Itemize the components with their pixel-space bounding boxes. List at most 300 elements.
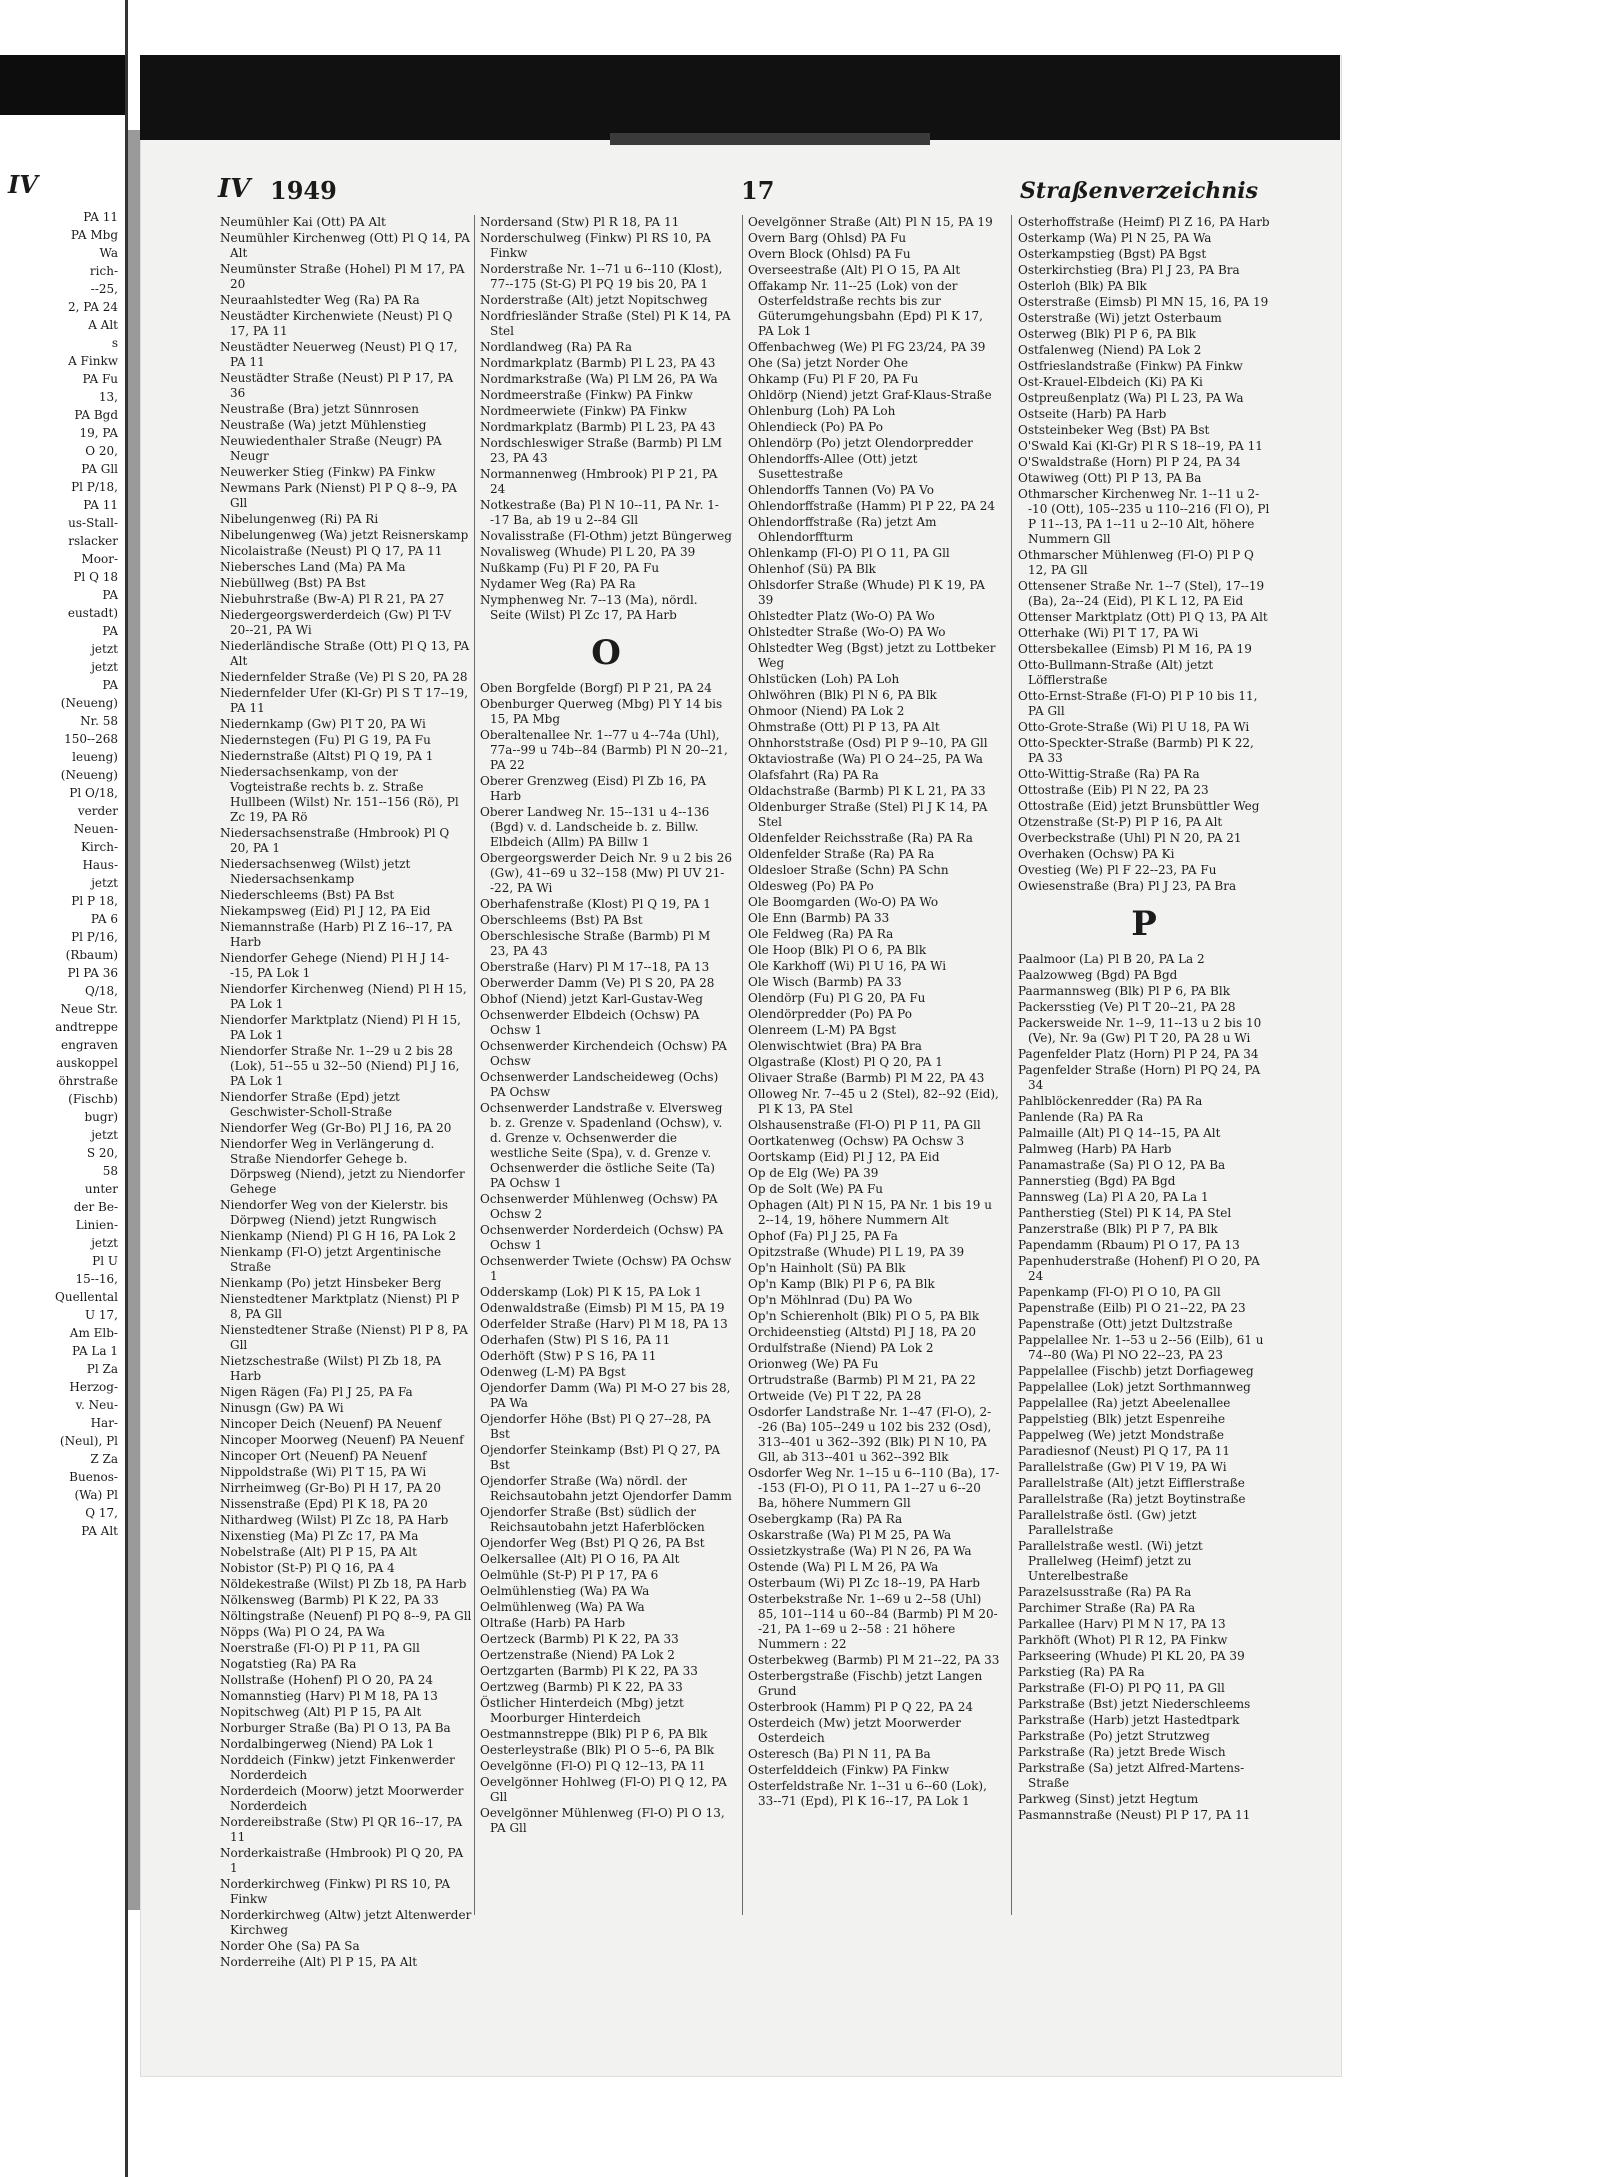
previous-page-fragment: PA [102,678,118,692]
street-entry: Olloweg Nr. 7--45 u 2 (Stel), 82--92 (Eid), Pl K 13, PA Stel [748,1087,999,1116]
street-entry: Nöpps (Wa) Pl O 24, PA Wa [220,1625,385,1639]
scan-edge-shadow [0,55,125,115]
section-letter: O [591,633,621,673]
previous-page-fragment: s [111,336,118,350]
street-entry: Niedersachsenkamp, von der Vogteistraße rechts b. z. Straße Hullbeen (Wilst) Nr. 151--156 (Rö), Pl Zc 19, PA Rö [220,765,459,824]
street-entry: Orionweg (We) PA Fu [748,1357,879,1371]
previous-page-fragment: PA Gll [81,462,118,476]
street-entry: Paarmannsweg (Blk) Pl P 6, PA Blk [1018,984,1230,998]
street-entry: Nigen Rägen (Fa) Pl J 25, PA Fa [220,1385,413,1399]
previous-page-fragment: 150--268 [64,732,118,746]
street-entry: Ole Karkhoff (Wi) Pl U 16, PA Wi [748,959,947,973]
previous-page-fragment: Linien- [75,1218,118,1232]
street-entry: Neustraße (Wa) jetzt Mühlenstieg [220,418,427,432]
street-entry: Nincoper Deich (Neuenf) PA Neuenf [220,1417,442,1431]
street-entry: Oberschleems (Bst) PA Bst [480,913,643,927]
street-entry: Nobistor (St-P) Pl Q 16, PA 4 [220,1561,395,1575]
street-entry: Nienkamp (Fl-O) jetzt Argentinische Straße [220,1245,442,1274]
street-entry: Parkseering (Whude) Pl KL 20, PA 39 [1018,1649,1245,1663]
street-entry: Otto-Grote-Straße (Wi) Pl U 18, PA Wi [1018,720,1250,734]
street-entry: Oelmühlenweg (Wa) PA Wa [480,1600,645,1614]
street-entry: O'Swaldstraße (Horn) Pl P 24, PA 34 [1018,455,1241,469]
previous-page-strip [0,0,128,2177]
street-entry: Oberaltenallee Nr. 1--77 u 4--74a (Uhl), 77a--99 u 74b--84 (Barmb) Pl N 20--21, PA 22 [480,728,728,772]
street-entry: Nordmeerstraße (Finkw) PA Finkw [480,388,693,402]
street-entry: Parallelstraße (Ra) jetzt Boytinstraße [1018,1492,1246,1506]
street-entry: Papenkamp (Fl-O) Pl O 10, PA Gll [1018,1285,1221,1299]
street-entry: Ohlstedter Platz (Wo-O) PA Wo [748,609,935,623]
street-entry: Oldesweg (Po) PA Po [748,879,874,893]
street-entry: Panamastraße (Sa) Pl O 12, PA Ba [1018,1158,1226,1172]
street-entry: Nithardweg (Wilst) Pl Zc 18, PA Harb [220,1513,449,1527]
previous-page-fragment: O 20, [85,444,118,458]
street-entry: Otto-Wittig-Straße (Ra) PA Ra [1018,767,1200,781]
street-entry: Nordereibstraße (Stw) Pl QR 16--17, PA 11 [220,1815,463,1844]
street-entry: Nordmarkplatz (Barmb) Pl L 23, PA 43 [480,356,716,370]
street-entry: Parkstraße (Sa) jetzt Alfred-Martens-Straße [1018,1761,1245,1790]
column-rule [742,215,743,1915]
street-entry: Niendorfer Straße (Epd) jetzt Geschwister-Scholl-Straße [220,1090,400,1119]
previous-page-fragment: Z Za [90,1452,118,1466]
previous-page-fragment: PA Alt [81,1524,118,1538]
street-entry: Olendörpredder (Po) PA Po [748,1007,912,1021]
previous-page-fragment: Pl PA 36 [67,966,118,980]
previous-page-fragment: PA 6 [90,912,118,926]
street-entry: Ostseite (Harb) PA Harb [1018,407,1167,421]
street-entry: Ohlendörp (Po) jetzt Olendorpredder [748,436,973,450]
street-entry: Odenwaldstraße (Eimsb) Pl M 15, PA 19 [480,1301,725,1315]
street-entry: Ohlwöhren (Blk) Pl N 6, PA Blk [748,688,937,702]
street-entry: Otawiweg (Ott) Pl P 13, PA Ba [1018,471,1202,485]
street-entry: Oberer Grenzweg (Eisd) Pl Zb 16, PA Harb [480,774,707,803]
street-entry: Ninusgn (Gw) PA Wi [220,1401,344,1415]
street-entry: Op'n Kamp (Blk) Pl P 6, PA Blk [748,1277,935,1291]
street-entry: Oevelgönner Mühlenweg (Fl-O) Pl O 13, PA Gll [480,1806,725,1835]
street-entry: Ophof (Fa) Pl J 25, PA Fa [748,1229,898,1243]
street-entry: Obergeorgswerder Deich Nr. 9 u 2 bis 26 (Gw), 41--69 u 32--158 (Mw) Pl UV 21--22, PA Wi [480,851,732,895]
street-entry: Ochsenwerder Elbdeich (Ochsw) PA Ochsw 1 [480,1008,700,1037]
street-entry: Nydamer Weg (Ra) PA Ra [480,577,636,591]
previous-page-fragment: Neuen- [73,822,118,836]
street-entry: Op'n Schierenholt (Blk) Pl O 5, PA Blk [748,1309,980,1323]
street-entry: Osterbekweg (Barmb) Pl M 21--22, PA 33 [748,1653,1000,1667]
street-entry: Ohlenkamp (Fl-O) Pl O 11, PA Gll [748,546,950,560]
street-entry: Oelmühlenstieg (Wa) PA Wa [480,1584,650,1598]
street-entry: Ochsenwerder Landstraße v. Elversweg b. z. Grenze v. Spadenland (Ochsw), v. d. Grenze v. Ochsenwerder die westliche Seite (Spa), v. d. Grenze v. Ochsenwerder die östliche Seite (Ta) PA Ochsw 1 [480,1101,723,1190]
street-entry: Oberer Landweg Nr. 15--131 u 4--136 (Bgd) v. d. Landscheide b. z. Billw. Elbdeich (Allm) PA Billw 1 [480,805,710,849]
street-entry: Parkhöft (Whot) Pl R 12, PA Finkw [1018,1633,1228,1647]
street-entry: Nienstedtener Marktplatz (Nienst) Pl P 8, PA Gll [220,1292,460,1321]
street-entry: Opitzstraße (Whude) Pl L 19, PA 39 [748,1245,965,1259]
street-entry: Ottenser Marktplatz (Ott) Pl Q 13, PA Alt [1018,610,1268,624]
street-entry: Olafsfahrt (Ra) PA Ra [748,768,879,782]
street-entry: Ohe (Sa) jetzt Norder Ohe [748,356,909,370]
street-entry: Ostende (Wa) Pl L M 26, PA Wa [748,1560,939,1574]
street-entry: Parallelstraße (Alt) jetzt Eifflerstraße [1018,1476,1245,1490]
street-entry: Ochsenwerder Mühlenweg (Ochsw) PA Ochsw 2 [480,1192,718,1221]
previous-page-fragment: Pl Za [86,1362,118,1376]
street-entry: Nippoldstraße (Wi) Pl T 15, PA Wi [220,1465,427,1479]
previous-page-fragment: PA Fu [82,372,118,386]
street-entry: Paalzowweg (Bgd) PA Bgd [1018,968,1178,982]
street-entry: Norder Ohe (Sa) PA Sa [220,1939,360,1953]
street-entry: Norddeich (Finkw) jetzt Finkenwerder Norderdeich [220,1753,455,1782]
street-entry: Odderskamp (Lok) Pl K 15, PA Lok 1 [480,1285,702,1299]
street-entry: Op'n Hainholt (Sü) PA Blk [748,1261,906,1275]
street-entry: Nöltingstraße (Neuenf) Pl PQ 8--9, PA Gll [220,1609,472,1623]
street-entry: Panlende (Ra) PA Ra [1018,1110,1144,1124]
previous-page-fragment: auskoppel [56,1056,118,1070]
previous-page-fragment: us-Stall- [68,516,118,530]
street-entry: Nußkamp (Fu) Pl F 20, PA Fu [480,561,660,575]
previous-page-fragment: eustadt) [67,606,118,620]
street-entry: Ochsenwerder Twiete (Ochsw) PA Ochsw 1 [480,1254,732,1283]
street-entry: Ohlendorffstraße (Hamm) Pl P 22, PA 24 [748,499,995,513]
street-entry: Niendorfer Weg von der Kielerstr. bis Dörpweg (Niend) jetzt Rungwisch [220,1198,449,1227]
street-entry: Palmweg (Harb) PA Harb [1018,1142,1172,1156]
street-entry: Neustädter Kirchenwiete (Neust) Pl Q 17, PA 11 [220,309,453,338]
street-entry: Oldachstraße (Barmb) Pl K L 21, PA 33 [748,784,986,798]
street-entry: Paradiesnof (Neust) Pl Q 17, PA 11 [1018,1444,1231,1458]
previous-page-fragment: (Neul), Pl [59,1434,118,1448]
street-entry: Oderhafen (Stw) Pl S 16, PA 11 [480,1333,671,1347]
street-entry: Osterkirchstieg (Bra) Pl J 23, PA Bra [1018,263,1240,277]
previous-page-fragment: Wa [99,246,118,260]
street-entry: Novalisstraße (Fl-Othm) jetzt Büngerweg [480,529,732,543]
street-entry: Nomannstieg (Harv) Pl M 18, PA 13 [220,1689,438,1703]
street-entry: Oevelgönner Hohlweg (Fl-O) Pl Q 12, PA Gll [480,1775,727,1804]
street-entry: Pappelallee (Ra) jetzt Abeelenallee [1018,1396,1231,1410]
book-gutter [128,130,140,1910]
street-entry: Parazelsusstraße (Ra) PA Ra [1018,1585,1192,1599]
street-entry: Parkweg (Sinst) jetzt Hegtum [1018,1792,1199,1806]
street-entry: Nordalbingerweg (Niend) PA Lok 1 [220,1737,435,1751]
street-entry: Ohnhorststraße (Osd) Pl P 9--10, PA Gll [748,736,988,750]
street-column-1 [220,215,472,1969]
street-entry: Pappelallee (Lok) jetzt Sorthmannweg [1018,1380,1251,1394]
previous-page-fragment: PA 11 [83,210,118,224]
previous-page-fragment: (Rbaum) [65,948,118,962]
street-entry: Parkallee (Harv) Pl M N 17, PA 13 [1018,1617,1226,1631]
previous-page-fragment: A Finkw [68,354,118,368]
street-entry: Nincoper Moorweg (Neuenf) PA Neuenf [220,1433,464,1447]
year: 1949 [270,176,337,205]
previous-page-fragment: Herzog- [69,1380,118,1394]
street-entry: Paalmoor (La) Pl B 20, PA La 2 [1018,952,1205,966]
previous-page-header: IV [8,170,38,199]
section-title: Straßenverzeichnis [1020,178,1258,204]
previous-page-fragment: unter [84,1182,118,1196]
street-entry: Pappelstieg (Blk) jetzt Espenreihe [1018,1412,1226,1426]
street-entry: Ottostraße (Eid) jetzt Brunsbüttler Weg [1018,799,1260,813]
street-entry: Newmans Park (Nienst) Pl P Q 8--9, PA Gll [220,481,457,510]
street-entry: Nordersand (Stw) Pl R 18, PA 11 [480,215,680,229]
section-letter: P [1131,904,1157,944]
previous-page-fragment: jetzt [91,876,118,890]
street-entry: Oertzweg (Barmb) Pl K 22, PA 33 [480,1680,683,1694]
street-entry: Op'n Möhlnrad (Du) PA Wo [748,1293,913,1307]
street-entry: Parkstraße (Po) jetzt Strutzweg [1018,1729,1210,1743]
street-entry: Nordfriesländer Straße (Stel) Pl K 14, PA Stel [480,309,731,338]
street-entry: Niebuhrstraße (Bw-A) Pl R 21, PA 27 [220,592,445,606]
street-entry: Oderfelder Straße (Harv) Pl M 18, PA 13 [480,1317,728,1331]
street-entry: Osdorfer Weg Nr. 1--15 u 6--110 (Ba), 17--153 (Fl-O), Pl O 11, PA 1--27 u 6--20 Ba, höhere Nummern Gll [748,1466,1000,1510]
street-entry: Norderstraße Nr. 1--71 u 6--110 (Klost), 77--175 (St-G) Pl PQ 19 bis 20, PA 1 [480,262,723,291]
street-entry: Overn Barg (Ohlsd) PA Fu [748,231,907,245]
street-entry: Ojendorfer Straße (Bst) südlich der Reichsautobahn jetzt Haferblöcken [480,1505,705,1534]
previous-page-fragment: PA 11 [83,498,118,512]
previous-page-fragment: Neue Str. [60,1002,118,1016]
street-entry: Ohlenhof (Sü) PA Blk [748,562,876,576]
street-entry: Pannsweg (La) Pl A 20, PA La 1 [1018,1190,1209,1204]
street-entry: Oberstraße (Harv) Pl M 17--18, PA 13 [480,960,710,974]
street-entry: Ortweide (Ve) Pl T 22, PA 28 [748,1389,922,1403]
street-entry: Ostpreußenplatz (Wa) Pl L 23, PA Wa [1018,391,1244,405]
street-entry: Osterbekstraße Nr. 1--69 u 2--58 (Uhl) 85, 101--114 u 60--84 (Barmb) Pl M 20--21, PA 1--69 u 2--58 : 21 höhere Nummern : 22 [748,1592,998,1651]
street-entry: Otterhake (Wi) Pl T 17, PA Wi [1018,626,1199,640]
street-entry: Norderreihe (Alt) Pl P 15, PA Alt [220,1955,418,1969]
street-entry: Pantherstieg (Stel) Pl K 14, PA Stel [1018,1206,1232,1220]
street-entry: Ostfalenweg (Niend) PA Lok 2 [1018,343,1202,357]
previous-page-fragment: Pl P/16, [71,930,118,944]
street-entry: Neuwiedenthaler Straße (Neugr) PA Neugr [220,434,442,463]
street-entry: Oelkersallee (Alt) Pl O 16, PA Alt [480,1552,680,1566]
street-entry: Papenstraße (Eilb) Pl O 21--22, PA 23 [1018,1301,1246,1315]
street-entry: Ojendorfer Steinkamp (Bst) Pl Q 27, PA Bst [480,1443,721,1472]
street-entry: Normannenweg (Hmbrook) Pl P 21, PA 24 [480,467,718,496]
street-entry: Olshausenstraße (Fl-O) Pl P 11, PA Gll [748,1118,981,1132]
previous-page-fragment: Kirch- [80,840,118,854]
street-entry: Niedernstegen (Fu) Pl G 19, PA Fu [220,733,431,747]
previous-page-fragment: Pl P/18, [71,480,118,494]
street-entry: Niedernfelder Straße (Ve) Pl S 20, PA 28 [220,670,468,684]
street-entry: Olgastraße (Klost) Pl Q 20, PA 1 [748,1055,943,1069]
volume-roman-numeral: IV [218,174,251,204]
street-entry: Ole Boomgarden (Wo-O) PA Wo [748,895,939,909]
street-entry: Parallelstraße westl. (Wi) jetzt Prallelweg (Heimf) jetzt zu Unterelbestraße [1018,1539,1203,1583]
street-entry: Oestmannstreppe (Blk) Pl P 6, PA Blk [480,1727,708,1741]
street-entry: Parkstieg (Ra) PA Ra [1018,1665,1145,1679]
street-entry: Palmaille (Alt) Pl Q 14--15, PA Alt [1018,1126,1221,1140]
street-entry: Ohmoor (Niend) PA Lok 2 [748,704,905,718]
street-entry: Obhof (Niend) jetzt Karl-Gustav-Weg [480,992,703,1006]
previous-page-fragment: jetzt [91,660,118,674]
street-entry: Ohlstedter Weg (Bgst) jetzt zu Lottbeker Weg [748,641,996,670]
street-entry: Nibelungenweg (Ri) PA Ri [220,512,379,526]
street-entry: Norburger Straße (Ba) Pl O 13, PA Ba [220,1721,451,1735]
previous-page-fragment: (Fischb) [68,1092,118,1106]
street-entry: Oldenfelder Straße (Ra) PA Ra [748,847,935,861]
street-entry: Novalisweg (Whude) Pl L 20, PA 39 [480,545,696,559]
street-entry: Oldenfelder Reichsstraße (Ra) PA Ra [748,831,973,845]
street-entry: Pagenfelder Platz (Horn) Pl P 24, PA 34 [1018,1047,1259,1061]
street-entry: Osterfelddeich (Finkw) PA Finkw [748,1763,950,1777]
previous-page-fragment: PA Mbg [70,228,118,242]
street-entry: Niebersches Land (Ma) PA Ma [220,560,406,574]
street-entry: Niedergeorgswerderdeich (Gw) Pl T-V 20--21, PA Wi [220,608,452,637]
street-entry: Offenbachweg (We) Pl FG 23/24, PA 39 [748,340,986,354]
street-entry: Ohlendieck (Po) PA Po [748,420,883,434]
street-column-3 [748,215,1000,1915]
street-entry: Neuwerker Stieg (Finkw) PA Finkw [220,465,436,479]
street-entry: Op de Solt (We) PA Fu [748,1182,883,1196]
street-entry: Panzerstraße (Blk) Pl P 7, PA Blk [1018,1222,1218,1236]
street-entry: Nölkensweg (Barmb) Pl K 22, PA 33 [220,1593,439,1607]
street-entry: Ottostraße (Eib) Pl N 22, PA 23 [1018,783,1209,797]
street-entry: Op de Elg (We) PA 39 [748,1166,879,1180]
column-rule [474,215,475,1915]
street-entry: Nordmarkstraße (Wa) Pl LM 26, PA Wa [480,372,718,386]
street-entry: Pappelallee Nr. 1--53 u 2--56 (Eilb), 61 u 74--80 (Wa) Pl NO 22--23, PA 23 [1018,1333,1264,1362]
scan-smudge [610,133,930,145]
street-entry: Niendorfer Weg in Verlängerung d. Straße Niendorfer Gehege b. Dörpsweg (Niend), jetzt zu Niendorfer Gehege [220,1137,465,1196]
street-entry: Othmarscher Mühlenweg (Fl-O) Pl P Q 12, PA Gll [1018,548,1254,577]
previous-page-fragment: öhrstraße [58,1074,118,1088]
previous-page-fragment: (Wa) Pl [74,1488,118,1502]
street-entry: Osterdeich (Mw) jetzt Moorwerder Osterdeich [748,1716,961,1745]
street-entry: Orchideenstieg (Altstd) Pl J 18, PA 20 [748,1325,977,1339]
street-entry: Oortskamp (Eid) Pl J 12, PA Eid [748,1150,940,1164]
street-entry: Niederschleems (Bst) PA Bst [220,888,395,902]
street-entry: Olivaer Straße (Barmb) Pl M 22, PA 43 [748,1071,985,1085]
street-entry: Nobelstraße (Alt) Pl P 15, PA Alt [220,1545,417,1559]
previous-page-fragment: PA La 1 [71,1344,118,1358]
street-entry: Nienkamp (Niend) Pl G H 16, PA Lok 2 [220,1229,457,1243]
previous-page-fragment: Har- [90,1416,118,1430]
previous-page-fragment: Pl U [92,1254,118,1268]
street-entry: Nopitschweg (Alt) Pl P 15, PA Alt [220,1705,422,1719]
previous-page-fragment: leueng) [72,750,118,764]
street-entry: Ole Hoop (Blk) Pl O 6, PA Blk [748,943,927,957]
street-entry: Niemannstraße (Harb) Pl Z 16--17, PA Harb [220,920,453,949]
street-entry: Pappelweg (We) jetzt Mondstraße [1018,1428,1225,1442]
street-entry: Osterweg (Blk) Pl P 6, PA Blk [1018,327,1196,341]
street-entry: Ohlendorffs Tannen (Vo) PA Vo [748,483,934,497]
street-entry: Nordmeerwiete (Finkw) PA Finkw [480,404,687,418]
street-entry: Parkstraße (Harb) jetzt Hastedtpark [1018,1713,1240,1727]
street-entry: Parallelstraße (Gw) Pl V 19, PA Wi [1018,1460,1227,1474]
street-entry: Otto-Speckter-Straße (Barmb) Pl K 22, PA 33 [1018,736,1254,765]
street-entry: Niebüllweg (Bst) PA Bst [220,576,366,590]
street-entry: Niedernfelder Ufer (Kl-Gr) Pl S T 17--19, PA 11 [220,686,469,715]
street-entry: Oesterleystraße (Blk) Pl O 5--6, PA Blk [480,1743,715,1757]
street-entry: Oevelgönne (Fl-O) Pl Q 12--13, PA 11 [480,1759,706,1773]
street-entry: Ovestieg (We) Pl F 22--23, PA Fu [1018,863,1217,877]
street-entry: Norderkirchweg (Finkw) Pl RS 10, PA Finkw [220,1877,451,1906]
previous-page-fragment: PA [102,624,118,638]
previous-page-fragment: 58 [102,1164,118,1178]
previous-page-fragment: --25, [90,282,118,296]
street-entry: Oldenburger Straße (Stel) Pl J K 14, PA Stel [748,800,988,829]
street-entry: Osterfeldstraße Nr. 1--31 u 6--60 (Lok), 33--71 (Epd), Pl K 16--17, PA Lok 1 [748,1779,987,1808]
previous-page-fragment: PA [102,588,118,602]
street-entry: Nibelungenweg (Wa) jetzt Reisnerskamp [220,528,469,542]
street-entry: Norderkaistraße (Hmbrook) Pl Q 20, PA 1 [220,1846,464,1875]
street-entry: Ohlsdorfer Straße (Whude) Pl K 19, PA 39 [748,578,985,607]
street-entry: Overn Block (Ohlsd) PA Fu [748,247,911,261]
street-entry: Ost-Krauel-Elbdeich (Ki) PA Ki [1018,375,1203,389]
street-entry: Osdorfer Landstraße Nr. 1--47 (Fl-O), 2--26 (Ba) 105--249 u 102 bis 232 (Osd), 313--401 u 362--392 (Blk) Pl N 10, PA Gll, ab 313--401 u 362--392 Blk [748,1405,992,1464]
street-entry: Nienkamp (Po) jetzt Hinsbeker Berg [220,1276,442,1290]
previous-page-fragment: andtreppe [55,1020,118,1034]
street-entry: Nietzschestraße (Wilst) Pl Zb 18, PA Harb [220,1354,442,1383]
street-entry: Oldesloer Straße (Schn) PA Schn [748,863,949,877]
street-entry: Niedernkamp (Gw) Pl T 20, PA Wi [220,717,426,731]
street-entry: Nymphenweg Nr. 7--13 (Ma), nördl. Seite (Wilst) Pl Zc 17, PA Harb [480,593,698,622]
street-entry: Pasmannstraße (Neust) Pl P 17, PA 11 [1018,1808,1251,1822]
previous-page-fragment: jetzt [91,642,118,656]
street-entry: Parkstraße (Fl-O) Pl PQ 11, PA Gll [1018,1681,1225,1695]
street-entry: Nienstedtener Straße (Nienst) Pl P 8, PA Gll [220,1323,468,1352]
street-entry: Ossietzkystraße (Wa) Pl N 26, PA Wa [748,1544,972,1558]
street-entry: Ohmstraße (Ott) Pl P 13, PA Alt [748,720,940,734]
street-entry: Niekampsweg (Eid) Pl J 12, PA Eid [220,904,431,918]
street-entry: Neumünster Straße (Hohel) Pl M 17, PA 20 [220,262,465,291]
street-entry: Osterstraße (Wi) jetzt Osterbaum [1018,311,1222,325]
page-header [218,174,1258,210]
street-entry: O'Swald Kai (Kl-Gr) Pl R S 18--19, PA 11 [1018,439,1263,453]
previous-page-fragment: Haus- [82,858,118,872]
street-entry: Osterstraße (Eimsb) Pl MN 15, 16, PA 19 [1018,295,1269,309]
street-entry: Ohlendorffstraße (Ra) jetzt Am Ohlendorffturm [748,515,937,544]
street-entry: Oberschlesische Straße (Barmb) Pl M 23, PA 43 [480,929,711,958]
street-entry: Notkestraße (Ba) Pl N 10--11, PA Nr. 1--17 Ba, ab 19 u 2--84 Gll [480,498,719,527]
street-entry: Ojendorfer Weg (Bst) Pl Q 26, PA Bst [480,1536,705,1550]
street-entry: Oertzenstraße (Niend) PA Lok 2 [480,1648,675,1662]
street-entry: Ole Feldweg (Ra) PA Ra [748,927,894,941]
street-entry: Oktaviostraße (Wa) Pl O 24--25, PA Wa [748,752,983,766]
street-entry: Pahlblöckenredder (Ra) PA Ra [1018,1094,1203,1108]
street-entry: Nicolaistraße (Neust) Pl Q 17, PA 11 [220,544,443,558]
street-entry: Niedersachsenstraße (Hmbrook) Pl Q 20, PA 1 [220,826,450,855]
previous-page-fragment: U 17, [84,1308,118,1322]
street-entry: Osebergkamp (Ra) PA Ra [748,1512,903,1526]
street-entry: Oberhafenstraße (Klost) Pl Q 19, PA 1 [480,897,711,911]
street-entry: Nirrheimweg (Gr-Bo) Pl H 17, PA 20 [220,1481,441,1495]
street-entry: Oberwerder Damm (Ve) Pl S 20, PA 28 [480,976,715,990]
previous-page-fragment: 15--16, [75,1272,118,1286]
street-entry: Pannerstieg (Bgd) PA Bgd [1018,1174,1176,1188]
street-entry: Papendamm (Rbaum) Pl O 17, PA 13 [1018,1238,1240,1252]
street-entry: Osterkamp (Wa) Pl N 25, PA Wa [1018,231,1212,245]
street-entry: Othmarscher Kirchenweg Nr. 1--11 u 2--10 (Ott), 105--235 u 110--216 (Fl O), Pl P 11--13, PA 1--11 u 2--10 Alt, höhere Nummern Gll [1018,487,1270,546]
previous-page-fragment: jetzt [91,1128,118,1142]
street-entry: Parkstraße (Ra) jetzt Brede Wisch [1018,1745,1226,1759]
street-entry: Nollstraße (Hohenf) Pl O 20, PA 24 [220,1673,434,1687]
previous-page-fragment: engraven [60,1038,118,1052]
street-entry: Ordulfstraße (Niend) PA Lok 2 [748,1341,934,1355]
previous-page-fragment: 13, [98,390,118,404]
street-entry: Ottersbekallee (Eimsb) Pl M 16, PA 19 [1018,642,1252,656]
street-entry: Oelmühle (St-P) Pl P 17, PA 6 [480,1568,659,1582]
street-entry: Olendörp (Fu) Pl G 20, PA Fu [748,991,926,1005]
previous-page-fragment: Pl O/18, [69,786,118,800]
street-entry: Oertzeck (Barmb) Pl K 22, PA 33 [480,1632,679,1646]
previous-page-fragment: (Neueng) [60,768,118,782]
street-entry: Oderhöft (Stw) P S 16, PA 11 [480,1349,657,1363]
street-entry: Norderstraße (Alt) jetzt Nopitschweg [480,293,708,307]
street-entry: Oben Borgfelde (Borgf) Pl P 21, PA 24 [480,681,712,695]
page-number: 17 [741,176,775,205]
street-entry: Niedernstraße (Altst) Pl Q 19, PA 1 [220,749,434,763]
street-entry: Neustädter Neuerweg (Neust) Pl Q 17, PA 11 [220,340,458,369]
column-rule [1011,215,1012,1915]
street-entry: Ojendorfer Damm (Wa) Pl M-O 27 bis 28, PA Wa [480,1381,731,1410]
street-entry: Neumühler Kirchenweg (Ott) Pl Q 14, PA Alt [220,231,470,260]
street-entry: Ojendorfer Höhe (Bst) Pl Q 27--28, PA Bst [480,1412,711,1441]
street-entry: Osterkampstieg (Bgst) PA Bgst [1018,247,1207,261]
street-entry: Norderschulweg (Finkw) Pl RS 10, PA Finkw [480,231,711,260]
